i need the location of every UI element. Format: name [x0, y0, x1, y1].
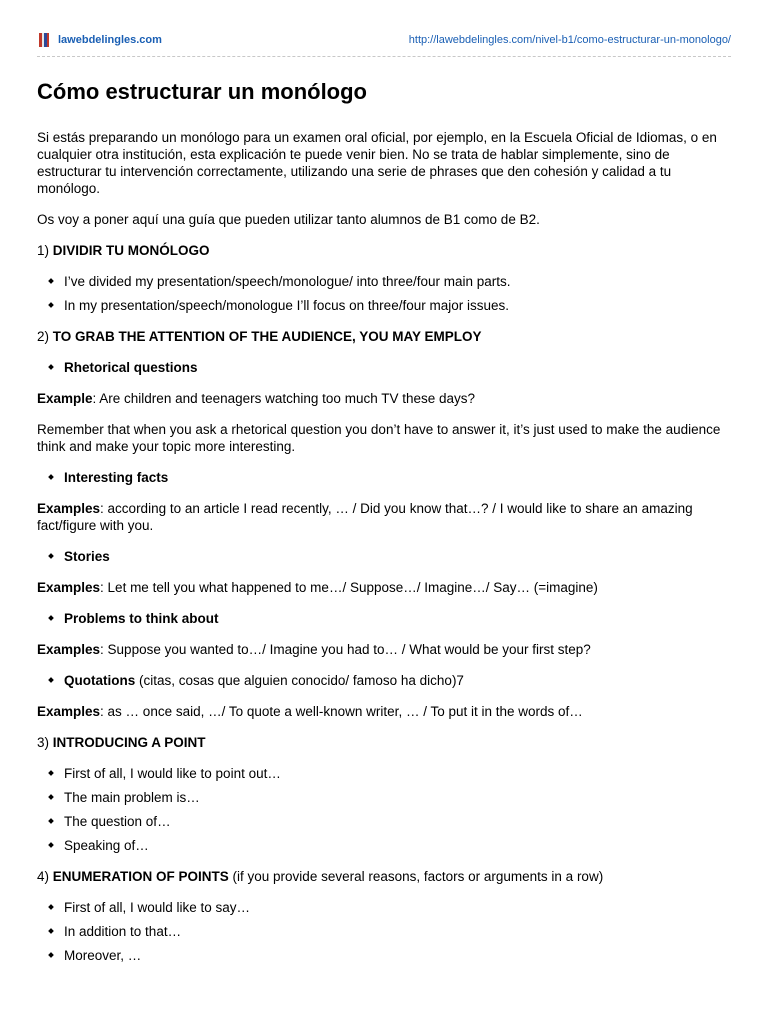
section-heading: 1) DIVIDIR TU MONÓLOGO: [37, 243, 210, 258]
site-link[interactable]: lawebdelingles.com: [58, 34, 162, 46]
list-item: Quotations (citas, cosas que alguien conocido/ famoso ha dicho)7: [37, 672, 727, 689]
bullet-icon: [48, 794, 54, 800]
example-paragraph: Examples: as … once said, …/ To quote a well-known writer, … / To put it in the words of…: [37, 704, 583, 719]
intro-paragraph: Os voy a poner aquí una guía que pueden utilizar tanto alumnos de B1 como de B2.: [37, 212, 540, 227]
section-heading: 2) TO GRAB THE ATTENTION OF THE AUDIENCE, YOU MAY EMPLOY: [37, 329, 482, 344]
intro-paragraph: Si estás preparando un monólogo para un examen oral oficial, por ejemplo, en la Escuela Oficial de Idiomas, o en cualquier otra institución, esta explicación te puede venir bien. No se trata de hablar simplemente, sino de estructurar tu intervención correctamente, utilizando una serie de phrases que den cohesión y calidad a tu monólogo.: [37, 130, 717, 196]
bullet-icon: [48, 553, 54, 559]
bullet-icon: [48, 474, 54, 480]
bullet-icon: [48, 615, 54, 621]
list-item: Rhetorical questions: [37, 359, 727, 376]
list-item: Stories: [37, 548, 727, 565]
bullet-list: [37, 899, 727, 964]
list-item: Interesting facts: [37, 469, 727, 486]
bullet-icon: [48, 364, 54, 370]
bullet-icon: [48, 904, 54, 910]
list-item: First of all, I would like to point out…: [37, 765, 727, 782]
list-item: First of all, I would like to say…: [37, 899, 727, 916]
note-paragraph: Remember that when you ask a rhetorical question you don’t have to answer it, it’s just used to make the audience think and make your topic more interesting.: [37, 422, 721, 454]
bullet-list: [37, 359, 727, 376]
bullet-list: [37, 610, 727, 627]
list-item: Speaking of…: [37, 837, 727, 854]
list-item: Problems to think about: [37, 610, 727, 627]
article: [37, 77, 727, 978]
bullet-list: [37, 548, 727, 565]
list-item: The main problem is…: [37, 789, 727, 806]
example-paragraph: Example: Are children and teenagers watching too much TV these days?: [37, 391, 476, 406]
list-item: I’ve divided my presentation/speech/monologue/ into three/four main parts.: [37, 273, 727, 290]
bullet-icon: [48, 302, 54, 308]
bullet-icon: [48, 818, 54, 824]
example-paragraph: Examples: according to an article I read recently, … / Did you know that…? / I would like to share an amazing fact/figure with you.: [37, 501, 693, 533]
bullet-list: [37, 273, 727, 314]
bullet-list: [37, 469, 727, 486]
site-logo-icon: [39, 33, 49, 47]
bullet-icon: [48, 278, 54, 284]
page-title: Cómo estructurar un monólogo: [37, 79, 367, 104]
list-item: The question of…: [37, 813, 727, 830]
bullet-icon: [48, 677, 54, 683]
list-item: Moreover, …: [37, 947, 727, 964]
bullet-icon: [48, 952, 54, 958]
page-header: [37, 30, 731, 52]
section-heading: 3) INTRODUCING A POINT: [37, 735, 206, 750]
bullet-list: [37, 765, 727, 854]
section-heading: 4) ENUMERATION OF POINTS (if you provide several reasons, factors or arguments in a row): [37, 869, 604, 884]
example-paragraph: Examples: Suppose you wanted to…/ Imagine you had to… / What would be your first step?: [37, 642, 591, 657]
page-url-link[interactable]: http://lawebdelingles.com/nivel-b1/como-estructurar-un-monologo/: [408, 34, 731, 46]
bullet-icon: [48, 928, 54, 934]
bullet-list: [37, 672, 727, 689]
example-paragraph: Examples: Let me tell you what happened to me…/ Suppose…/ Imagine…/ Say… (=imagine): [37, 580, 598, 595]
bullet-icon: [48, 770, 54, 776]
header-divider: [37, 56, 731, 57]
bullet-icon: [48, 842, 54, 848]
list-item: In addition to that…: [37, 923, 727, 940]
list-item: In my presentation/speech/monologue I’ll focus on three/four major issues.: [37, 297, 727, 314]
